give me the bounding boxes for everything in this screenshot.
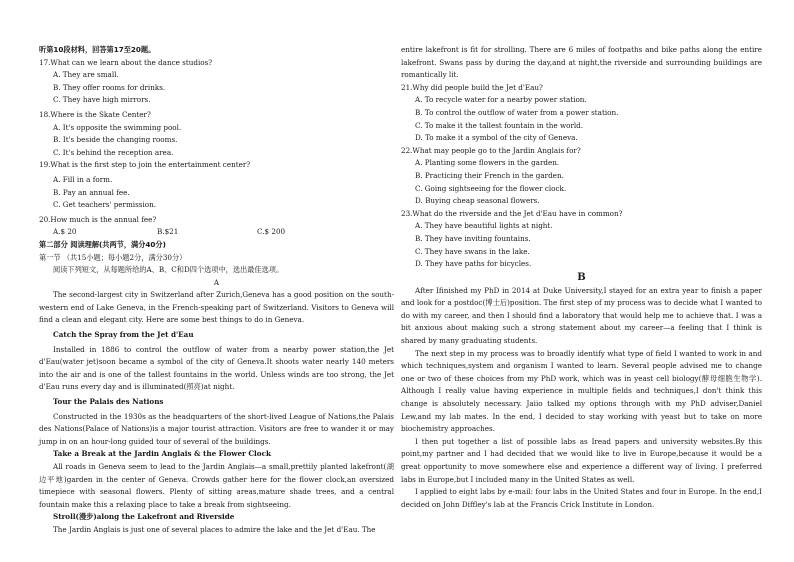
section1-title: 第一节 （共15小题；每小题2分，满分30分）: [39, 252, 187, 262]
q19-option-b: B. Pay an annual fee.: [53, 187, 130, 197]
reading-instruction: 阅读下列短文，从每题所给的A、B、C和D四个选项中，选出最佳选项。: [53, 265, 284, 275]
q18-option-c: C. It's behind the reception area.: [53, 147, 174, 157]
passage-a-heading-4: Stroll(漫步)along the Lakefront and Riverside: [53, 512, 235, 522]
passage-a-paragraph-4: All roads in Geneva seem to lead to the Jardin Anglais—a small,prettily planted lakefront(湖边平地)garden in the center of Geneva. Crowds gather here for the flower clock,an oversized timepiece with seasonal flowers. Plenty of sitting areas,mature shade trees, and a central fountain make this a relaxing place to take a break from sightseeing.: [39, 462, 394, 509]
passage-a-heading-3: Take a Break at the Jardin Anglais & the Flower Clock: [53, 449, 271, 459]
passage-a-paragraph-2: Installed in 1886 to control the outflow of water from a nearby power station,the Jet d'Eau(water jet)soon became a symbol of the city of Geneva.It shoots water nearly 140 meters into the air and is one of the tallest fountains in the world. Unless winds are too strong, the Jet d'Eau runs every day and is illuminated(照亮)at night.: [39, 344, 394, 392]
q22-option-d: D. Buying cheap seasonal flowers.: [415, 196, 540, 206]
listening-intro: 听第10段材料，回答第17至20题。: [39, 45, 156, 54]
part2-title: 第二部分 阅读理解(共两节，满分40分): [39, 239, 166, 249]
passage-a-heading-1: Catch the Spray from the Jet d'Eau: [53, 330, 194, 340]
passage-b-label: B: [577, 271, 586, 283]
q17-option-c: C. They have high mirrors.: [53, 95, 151, 105]
q21-stem: 21.Why did people build the Jet d'Eau?: [401, 82, 543, 92]
passage-a-paragraph-3: Constructed in the 1930s as the headquarters of the short-lived League of Nations,the Palais des Nations(Palace of Nations)is a major tourist attraction. Visitors are free to wander it or may jump in on an hour-long guided tour of several of the buildings.: [39, 411, 394, 446]
right-column: [401, 44, 762, 511]
q20-stem: 20.How much is the annual fee?: [39, 214, 157, 224]
question-20: [39, 214, 394, 239]
q17-option-b: B. They offer rooms for drinks.: [53, 82, 166, 92]
passage-b-paragraph-4: I applied to eight labs by e-mail: four labs in the United States and four in Europe. In the end,I decided on John Diffley's lab at the Francis Crick Institute in London.: [401, 487, 762, 509]
question-21: [401, 82, 762, 145]
q18-option-b: B. It's beside the changing rooms.: [53, 135, 178, 145]
question-19: [39, 159, 394, 211]
passage-a-label: A: [213, 277, 220, 287]
passage-a-heading-2: Tour the Palais des Nations: [53, 397, 164, 407]
question-22: [401, 145, 762, 208]
passage-a-paragraph-5: The Jardin Anglais is just one of several places to admire the lake and the Jet d'Eau. The: [53, 524, 376, 534]
q21-option-c: C. To make it the tallest fountain in the world.: [415, 120, 584, 130]
q21-option-d: D. To make it a symbol of the city of Geneva.: [415, 133, 578, 143]
q20-option-b: B.$21: [157, 227, 179, 237]
q23-stem: 23.What do the riverside and the Jet d'Eau have in common?: [401, 208, 623, 218]
q18-option-a: A. It's opposite the swimming pool.: [53, 122, 182, 132]
q19-option-c: C. Get teachers' permission.: [53, 200, 157, 210]
q17-stem: 17.What can we learn about the dance studios?: [39, 57, 213, 67]
q17-option-a: A. They are small.: [53, 70, 119, 80]
left-column: [39, 44, 394, 537]
q18-stem: 18.Where is the Skate Center?: [39, 109, 151, 119]
passage-b-paragraph-2: The next step in my process was to broadly identify what type of field I wanted to work in and which techniques,system and organism I wanted to learn. Several people advised me to change one or two of these choices from my PhD work, which was in yeast cell biology(酵母细胞生物学). Although I really value having experience in multiple fields and techniques,I don't think this change is absolutely necessary. Jaiio talked my options through with my PhD adviser,Daniel Lew,and my lab mates. In the end, I decided to stay working with yeast but to take on more biochemistry approaches.: [401, 348, 762, 434]
q20-option-c: C.$ 200: [257, 227, 286, 237]
q22-option-c: C. Going sightseeing for the flower clock.: [415, 183, 567, 193]
q23-option-d: D. They have paths for bicycles.: [415, 259, 532, 269]
question-23: [401, 208, 762, 271]
q19-option-a: A. Fill in a form.: [53, 174, 113, 184]
passage-b-paragraph-3: I then put together a list of possible labs as Iread papers and university websites.By this point,my partner and I had decided that we would like to live in Europe,because it would be a great opportunity to move somewhere else and experience a different way of living. I preferred labs in Europe,but I included many in the United States as well.: [401, 436, 762, 484]
passage-a-paragraph-6: entire lakefront is fit for strolling. There are 6 miles of footpaths and bike paths along the entire lakefront. Swans pass by during the day,and at night,the riverside and surrounding buildings are romantically lit.: [401, 45, 762, 80]
passage-b-paragraph-1: After Ifinished my PhD in 2014 at Duke University,I stayed for an extra year to finish a paper and look for a postdoc(博士后)position. The first step of my process was to decide what I wanted to do with my career, and then I should find a laboratory that would help me to achieve that. I was a bit anxious about making such a strong statement about my career—a feeling that I think is shared by many graduating students.: [401, 285, 762, 346]
q20-option-a: A.$ 20: [53, 227, 77, 237]
q19-stem: 19.What is the first step to join the entertainment center?: [39, 160, 251, 170]
q23-option-c: C. They have swans in the lake.: [415, 246, 530, 256]
q23-option-a: A. They have beautiful lights at night.: [415, 221, 553, 231]
q22-option-b: B. Practicing their French in the garden.: [415, 170, 564, 180]
q21-option-a: A. To recycle water for a nearby power station.: [415, 95, 587, 105]
q22-stem: 22.What may people go to the Jardin Anglais for?: [401, 145, 581, 155]
q21-option-b: B. To control the outflow of water from a power station.: [415, 107, 619, 117]
q23-option-b: B. They have inviting fountains.: [415, 233, 531, 243]
question-17: [39, 57, 394, 107]
q20-options: [39, 226, 394, 239]
question-18: [39, 109, 394, 159]
passage-a-paragraph-1: The second-largest city in Switzerland after Zurich,Geneva has a good position on the south-western end of Lake Geneva, in the French-speaking part of Switzerland. Visitors to Geneva will find a clean and elegant city. Here are some best things to do in Geneva.: [39, 290, 394, 325]
q22-option-a: A. Planting some flowers in the garden.: [415, 158, 560, 168]
